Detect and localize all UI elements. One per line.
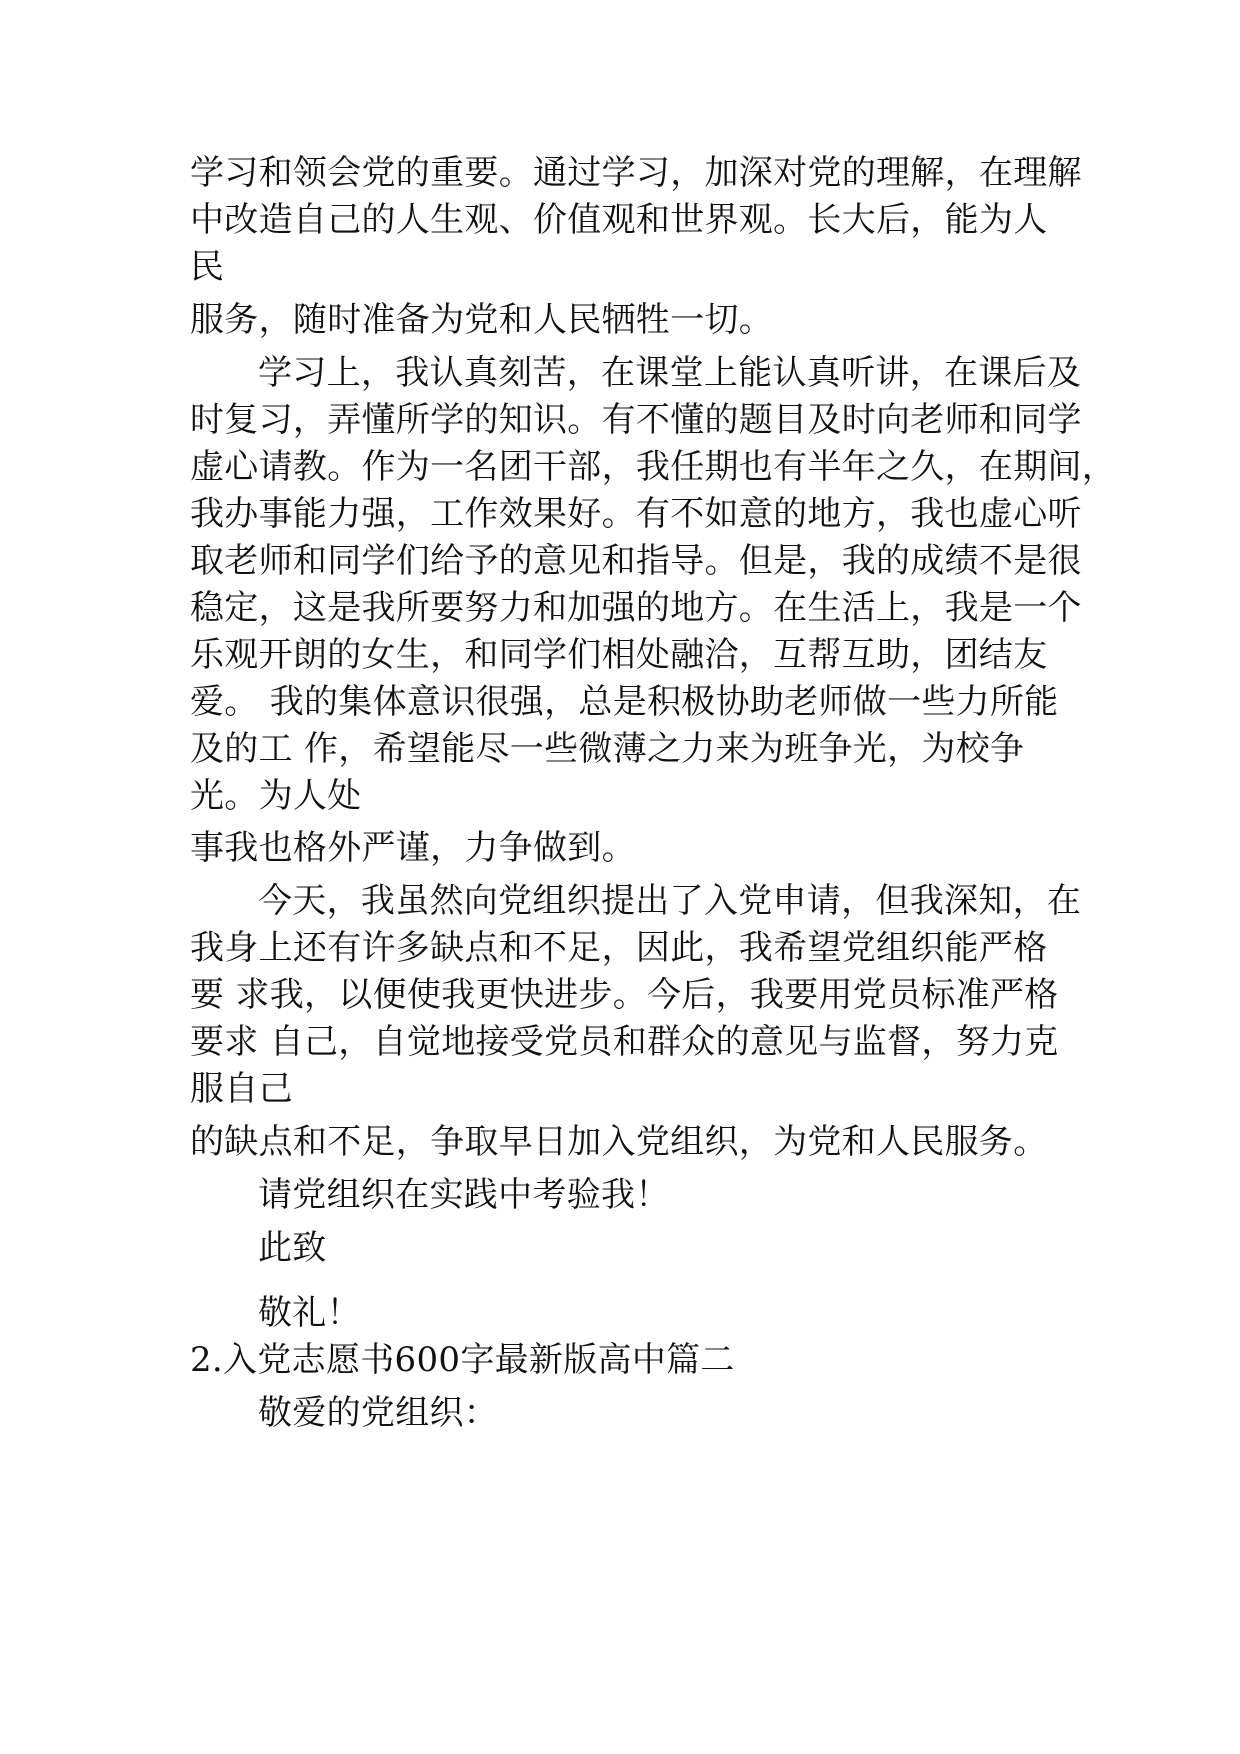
- text-line: 中改造自己的人生观、价值观和世界观。长大后，能为人: [190, 200, 1048, 240]
- greeting-line: 敬爱的党组织：: [258, 1393, 499, 1433]
- paragraph-start-line: 今天，我虽然向党组织提出了入党申请，但我深知，在: [258, 881, 1082, 921]
- closing-line: 此致: [258, 1228, 327, 1268]
- text-line: 虚心请教。作为一名团干部，我任期也有半年之久，在期间，: [190, 447, 1117, 487]
- text-line: 及的工 作，希望能尽一些微薄之力来为班争光，为校争: [190, 729, 1025, 769]
- text-line: 服自己: [190, 1069, 293, 1109]
- text-line: 要 求我，以便使我更快进步。今后，我要用党员标准严格: [190, 975, 1059, 1015]
- request-line: 请党组织在实践中考验我！: [258, 1175, 670, 1215]
- text-line: 事我也格外严谨，力争做到。: [190, 828, 636, 868]
- text-line: 民: [190, 247, 225, 287]
- text-line: 乐观开朗的女生，和同学们相处融洽，互帮互助，团结友: [190, 635, 1048, 675]
- text-line: 稳定，这是我所要努力和加强的地方。在生活上，我是一个: [190, 588, 1082, 628]
- text-line: 学习和领会党的重要。通过学习，加深对党的理解，在理解: [190, 153, 1082, 193]
- text-line: 爱。 我的集体意识很强，总是积极协助老师做一些力所能: [190, 682, 1059, 722]
- section-heading: 2.入党志愿书600字最新版高中篇二: [190, 1340, 735, 1380]
- paragraph-start-line: 学习上，我认真刻苦，在课堂上能认真听讲，在课后及: [258, 353, 1082, 393]
- salutation-line: 敬礼！: [258, 1293, 361, 1333]
- text-line: 的缺点和不足，争取早日加入党组织，为党和人民服务。: [190, 1122, 1048, 1162]
- text-line: 光。为人处: [190, 776, 362, 816]
- text-line: 我办事能力强，工作效果好。有不如意的地方，我也虚心听: [190, 494, 1082, 534]
- text-line: 要求 自己，自觉地接受党员和群众的意见与监督，努力克: [190, 1022, 1059, 1062]
- text-line: 取老师和同学们给予的意见和指导。但是，我的成绩不是很: [190, 541, 1082, 581]
- text-line: 时复习，弄懂所学的知识。有不懂的题目及时向老师和同学: [190, 400, 1082, 440]
- text-line: 服务，随时准备为党和人民牺牲一切。: [190, 300, 774, 340]
- text-line: 我身上还有许多缺点和不足，因此，我希望党组织能严格: [190, 928, 1048, 968]
